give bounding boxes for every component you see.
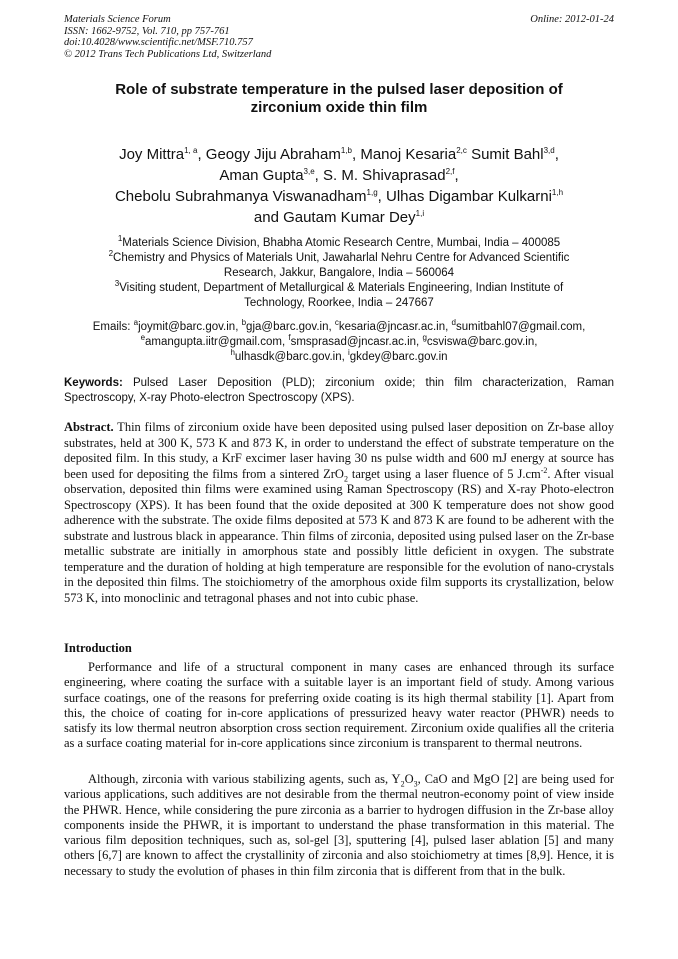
issn-line: ISSN: 1662-9752, Vol. 710, pp 757-761 xyxy=(64,25,230,37)
paper-title xyxy=(64,81,614,117)
email-sup: g xyxy=(422,333,427,343)
email-sup: e xyxy=(140,333,146,343)
author-sup: 2,f xyxy=(445,167,455,176)
author-sep: , xyxy=(377,188,386,205)
keywords xyxy=(64,376,614,406)
author-sep: , xyxy=(314,167,324,184)
aff-sup: 3 xyxy=(114,279,120,289)
email-sup: c xyxy=(334,318,339,328)
journal-header xyxy=(64,14,271,60)
aff-text: Visiting student, Department of Metallurgical & Materials Engineering, Indian Institute of xyxy=(119,282,564,294)
affiliation-3-cont: Technology, Roorkee, India – 247667 xyxy=(244,297,434,309)
author-sup: 3,d xyxy=(543,146,555,155)
abstract xyxy=(64,420,614,606)
abstract-text: target using a laser fluence of 5 J.cm xyxy=(347,466,541,481)
keywords-text: Pulsed Laser Deposition (PLD); zirconium oxide; thin film characterization, Raman Spectroscopy, X-ray Photo-electron Spectroscopy (XPS). xyxy=(64,377,614,404)
email-line xyxy=(64,320,614,335)
author-line xyxy=(64,165,614,186)
abstract-label: Abstract. xyxy=(64,420,114,434)
author-name: Sumit Bahl xyxy=(471,146,544,163)
para-text: , CaO and MgO [2] are being used for various applications, such additives are not desirable from the thermal neutron-economy point of view inside the PHWR. Hence, while considering the pure zirconia as a barrier to hydrogen diffusion in the Zr-base alloy components inside the PHWR, it is important to understand the phase transformation in this material. The various film deposition techniques, such as, sol-gel [3], sputtering [4], pulsed laser ablation [5] and many others [6,7] are known to affect the crystallinity of zirconia and also stoichiometry at times [8,9]. Hence, it is necessary to study the evolution of phases in thin film zirconia that is different from that in the bulk. xyxy=(64,772,614,878)
email-sup: a xyxy=(133,318,139,328)
aff-text: Chemistry and Physics of Materials Unit, Jawaharlal Nehru Centre for Advanced Scientific xyxy=(113,252,570,264)
emails-label: Emails: xyxy=(92,321,134,333)
author-sup: 1,b xyxy=(340,146,352,155)
email-line xyxy=(64,350,614,365)
abstract-sup: -2 xyxy=(540,465,548,475)
para-text: O xyxy=(404,772,414,786)
email-link[interactable]: amangupta.iitr@gmail.com, xyxy=(145,336,289,348)
author-sup: 3,e xyxy=(303,167,315,176)
affiliation-1 xyxy=(64,236,614,251)
title-line-1: Role of substrate temperature in the pulsed laser deposition of xyxy=(115,81,563,98)
author-list xyxy=(64,144,614,228)
author-name: Chebolu Subrahmanya Viswanadham xyxy=(114,188,367,205)
online-date: Online: 2012-01-24 xyxy=(530,14,614,25)
aff-text: Materials Science Division, Bhabha Atomic Research Centre, Mumbai, India – 400085 xyxy=(122,237,561,249)
abstract-sub: 2 xyxy=(343,474,348,483)
keywords-label: Keywords: xyxy=(64,377,123,389)
abstract-text: Thin films of zirconium oxide have been deposited using pulsed laser deposition on Zr-base alloy substrates, held at 300 K, 573 K and 873 K, in order to understand the effect of substrate temperature on the deposited film. In this study, a KrF excimer laser having 30 ns pulse width and 600 mJ energy at source has been used for depositing the films from a sintered ZrO xyxy=(64,420,614,481)
author-sup: 1,g xyxy=(366,188,378,197)
email-sup: i xyxy=(348,348,350,358)
aff-sup: 2 xyxy=(108,249,114,259)
email-list xyxy=(64,320,614,365)
author-name: and Gautam Kumar Dey xyxy=(253,209,416,226)
section-heading: Introduction xyxy=(64,641,132,655)
email-link[interactable]: csviswa@barc.gov.in, xyxy=(426,336,538,348)
author-sep: , xyxy=(351,146,361,163)
email-link[interactable]: smsprasad@jncasr.ac.in, xyxy=(290,336,423,348)
affiliation-3 xyxy=(64,281,614,296)
email-link[interactable]: ulhasdk@barc.gov.in, xyxy=(234,351,348,363)
affiliation-2-cont: Research, Jakkur, Bangalore, India – 560064 xyxy=(223,267,455,279)
author-line xyxy=(64,186,614,207)
intro-paragraph-2 xyxy=(64,772,614,879)
email-sup: h xyxy=(230,348,235,358)
author-name: Ulhas Digambar Kulkarni xyxy=(386,188,552,205)
affiliation-2 xyxy=(64,251,614,266)
email-link[interactable]: joymit@barc.gov.in, xyxy=(138,321,242,333)
email-sup: b xyxy=(241,318,247,328)
author-sep: , xyxy=(197,146,206,163)
email-link[interactable]: gkdey@barc.gov.in xyxy=(349,351,448,363)
author-name: Aman Gupta xyxy=(219,167,304,184)
copyright-line: © 2012 Trans Tech Publications Ltd, Switzerland xyxy=(64,48,272,60)
para-sub: 2 xyxy=(400,779,405,789)
doi-line: doi:10.4028/www.scientific.net/MSF.710.757 xyxy=(64,37,253,48)
author-name: Geogy Jiju Abraham xyxy=(205,146,341,163)
aff-sup: 1 xyxy=(117,234,123,244)
email-sup: d xyxy=(451,318,456,328)
title-line-2: zirconium oxide thin film xyxy=(250,99,428,116)
affiliations xyxy=(64,236,614,311)
author-name: Joy Mittra xyxy=(119,146,185,163)
author-sup: 2,c xyxy=(456,146,467,155)
author-sep: , xyxy=(554,146,559,163)
email-line xyxy=(64,335,614,350)
author-name: Manoj Kesaria xyxy=(360,146,457,163)
email-link[interactable]: sumitbahl07@gmail.com, xyxy=(455,321,586,333)
journal-name: Materials Science Forum xyxy=(64,14,171,25)
author-name: S. M. Shivaprasad xyxy=(323,167,446,184)
author-sup: 1,h xyxy=(551,188,564,197)
email-link[interactable]: gja@barc.gov.in, xyxy=(246,321,335,333)
para-sub: 3 xyxy=(413,779,418,789)
author-line xyxy=(64,144,614,165)
author-line xyxy=(64,207,614,228)
email-sup: f xyxy=(288,333,291,343)
abstract-text: . After visual observation, deposited thin films were examined using Raman Spectroscopy (RS) and X-ray Photo-electron Spectroscopy (XPS). It has been found that the oxide deposited at 300 K temperature does not show good adherence with the substrate. The oxide films deposited at 573 K and 873 K are found to be adherent with the substrate and lustrous black in appearance. Thin films of zirconia, deposited using pulsed laser on the Zr-base metallic substrate are initially in amorphous state and possibly little deficient in oxygen. The substrate temperature and the duration of holding at high temperature are responsible for the evolution of nano-crystals in the deposited thin films. The stoichiometry of the amorphous oxide film supports its crystallization, below 573 K, into monoclinic and tetragonal phases and not into cubic phase. xyxy=(64,466,614,605)
author-sep: , xyxy=(454,167,459,184)
email-link[interactable]: kesaria@jncasr.ac.in, xyxy=(338,321,452,333)
intro-paragraph-1: Performance and life of a structural component in many cases are enhanced through its surface engineering, where coating the surface with a suitable layer is an important field of study. Among various surface coatings, one of the reasons for preferring oxide coating is its high thermal stability [1]. Apart from this, the choice of coating for in-core applications of pressurized heavy water reactor (PHWR) needs to satisfy its low thermal neutron absorption cross section requirement. Zirconium oxide qualifies all the criteria as a surface coating material for in-core applications since zirconium is transparent to thermal neutrons. xyxy=(64,660,614,751)
author-sup: 1,i xyxy=(415,209,425,218)
para-text: Although, zirconia with various stabilizing agents, such as, Y xyxy=(88,772,401,786)
author-sup: 1, a xyxy=(184,146,198,155)
